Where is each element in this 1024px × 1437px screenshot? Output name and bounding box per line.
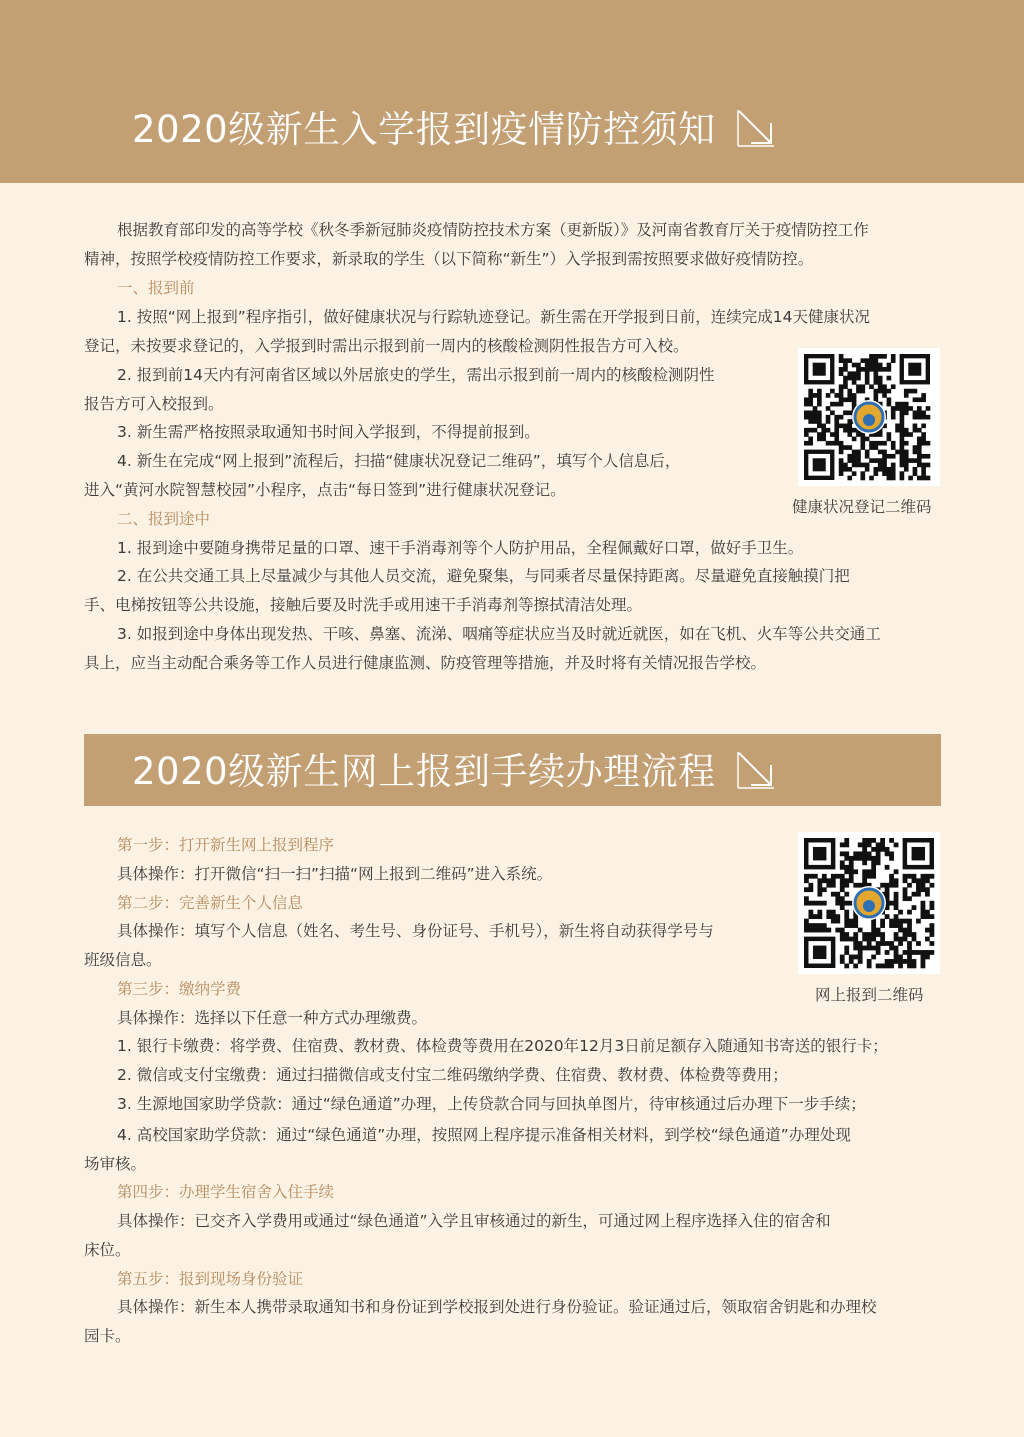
paragraph-line: 4. 高校国家助学贷款：通过“绿色通道”办理，按照网上程序提示准备相关材料，到学校“绿色通道”办理处现 bbox=[117, 1126, 851, 1144]
paragraph-line: 1. 按照“网上报到”程序指引，做好健康状况与行踪轨迹登记。新生需在开学报到日前，连续完成14天健康状况 bbox=[117, 308, 871, 326]
arrow-down-right-icon bbox=[736, 750, 776, 790]
section-title: 2020级新生网上报到手续办理流程 bbox=[132, 750, 716, 793]
qr-code-image bbox=[798, 348, 940, 486]
paragraph-line: 具体操作：打开微信“扫一扫”扫描“网上报到二维码”进入系统。 bbox=[117, 865, 553, 883]
step-heading: 第二步：完善新生个人信息 bbox=[117, 894, 304, 912]
paragraph-line: 报告方可入校报到。 bbox=[84, 395, 224, 413]
qr-code-registration bbox=[798, 832, 940, 974]
step-heading: 第一步：打开新生网上报到程序 bbox=[117, 836, 335, 854]
paragraph-line: 班级信息。 bbox=[84, 951, 162, 969]
paragraph-line: 4. 新生在完成“网上报到”流程后，扫描“健康状况登记二维码”，填写个人信息后， bbox=[117, 452, 681, 470]
paragraph-line: 3. 生源地国家助学贷款：通过“绿色通道”办理，上传贷款合同与回执单图片，待审核通过后办理下一步手续； bbox=[117, 1095, 866, 1113]
qr-caption: 健康状况登记二维码 bbox=[792, 498, 932, 516]
paragraph-line: 具体操作：新生本人携带录取通知书和身份证到学校报到处进行身份验证。验证通过后，领取宿舍钥匙和办理校 bbox=[117, 1298, 877, 1316]
paragraph-line: 1. 报到途中要随身携带足量的口罩、速干手消毒剂等个人防护用品，全程佩戴好口罩，做好手卫生。 bbox=[117, 539, 804, 557]
paragraph-line: 园卡。 bbox=[84, 1327, 131, 1345]
qr-code-health bbox=[798, 348, 940, 486]
qr-caption: 网上报到二维码 bbox=[815, 986, 924, 1004]
header-banner bbox=[0, 0, 1024, 183]
section-heading: 一、报到前 bbox=[117, 279, 195, 297]
paragraph-line: 2. 报到前14天内有河南省区域以外居旅史的学生，需出示报到前一周内的核酸检测阴性 bbox=[117, 366, 715, 384]
step-heading: 第五步：报到现场身份验证 bbox=[117, 1270, 304, 1288]
paragraph-line: 手、电梯按钮等公共设施，接触后要及时洗手或用速干手消毒剂等擦拭清洁处理。 bbox=[84, 596, 643, 614]
paragraph-line: 场审核。 bbox=[84, 1155, 147, 1173]
intro-text-line: 精神，按照学校疫情防控工作要求，新录取的学生（以下简称“新生”）入学报到需按照要求做好疫情防控。 bbox=[84, 250, 814, 268]
qr-code-image bbox=[798, 832, 940, 974]
paragraph-line: 进入“黄河水院智慧校园”小程序，点击“每日签到”进行健康状况登记。 bbox=[84, 481, 566, 499]
section-heading: 二、报到途中 bbox=[117, 510, 211, 528]
paragraph-line: 床位。 bbox=[84, 1241, 131, 1259]
step-heading: 第四步：办理学生宿舍入住手续 bbox=[117, 1183, 335, 1201]
arrow-down-right-icon bbox=[736, 108, 776, 148]
paragraph-line: 登记，未按要求登记的，入学报到时需出示报到前一周内的核酸检测阴性报告方可入校。 bbox=[84, 337, 689, 355]
paragraph-line: 具上，应当主动配合乘务等工作人员进行健康监测、防疫管理等措施，并及时将有关情况报告学校。 bbox=[84, 654, 767, 672]
step-heading: 第三步：缴纳学费 bbox=[117, 980, 242, 998]
paragraph-line: 2. 在公共交通工具上尽量减少与其他人员交流，避免聚集，与同乘者尽量保持距离。尽量避免直接触摸门把 bbox=[117, 567, 850, 585]
intro-text-line: 根据教育部印发的高等学校《秋冬季新冠肺炎疫情防控技术方案（更新版）》及河南省教育厅关于疫情防控工作 bbox=[117, 221, 869, 239]
paragraph-line: 具体操作：选择以下任意一种方式办理缴费。 bbox=[117, 1009, 428, 1027]
paragraph-line: 具体操作：填写个人信息（姓名、考生号、身份证号、手机号），新生将自动获得学号与 bbox=[117, 922, 714, 940]
paragraph-line: 3. 如报到途中身体出现发热、干咳、鼻塞、流涕、咽痛等症状应当及时就近就医，如在飞机、火车等公共交通工 bbox=[117, 625, 881, 643]
page-title: 2020级新生入学报到疫情防控须知 bbox=[132, 108, 716, 151]
paragraph-line: 具体操作：已交齐入学费用或通过“绿色通道”入学且审核通过的新生，可通过网上程序选择入住的宿舍和 bbox=[117, 1212, 831, 1230]
paragraph-line: 3. 新生需严格按照录取通知书时间入学报到，不得提前报到。 bbox=[117, 423, 540, 441]
paragraph-line: 2. 微信或支付宝缴费：通过扫描微信或支付宝二维码缴纳学费、住宿费、教材费、体检费等费用； bbox=[117, 1066, 788, 1084]
paragraph-line: 1. 银行卡缴费：将学费、住宿费、教材费、体检费等费用在2020年12月3日前足额存入随通知书寄送的银行卡； bbox=[117, 1037, 888, 1055]
